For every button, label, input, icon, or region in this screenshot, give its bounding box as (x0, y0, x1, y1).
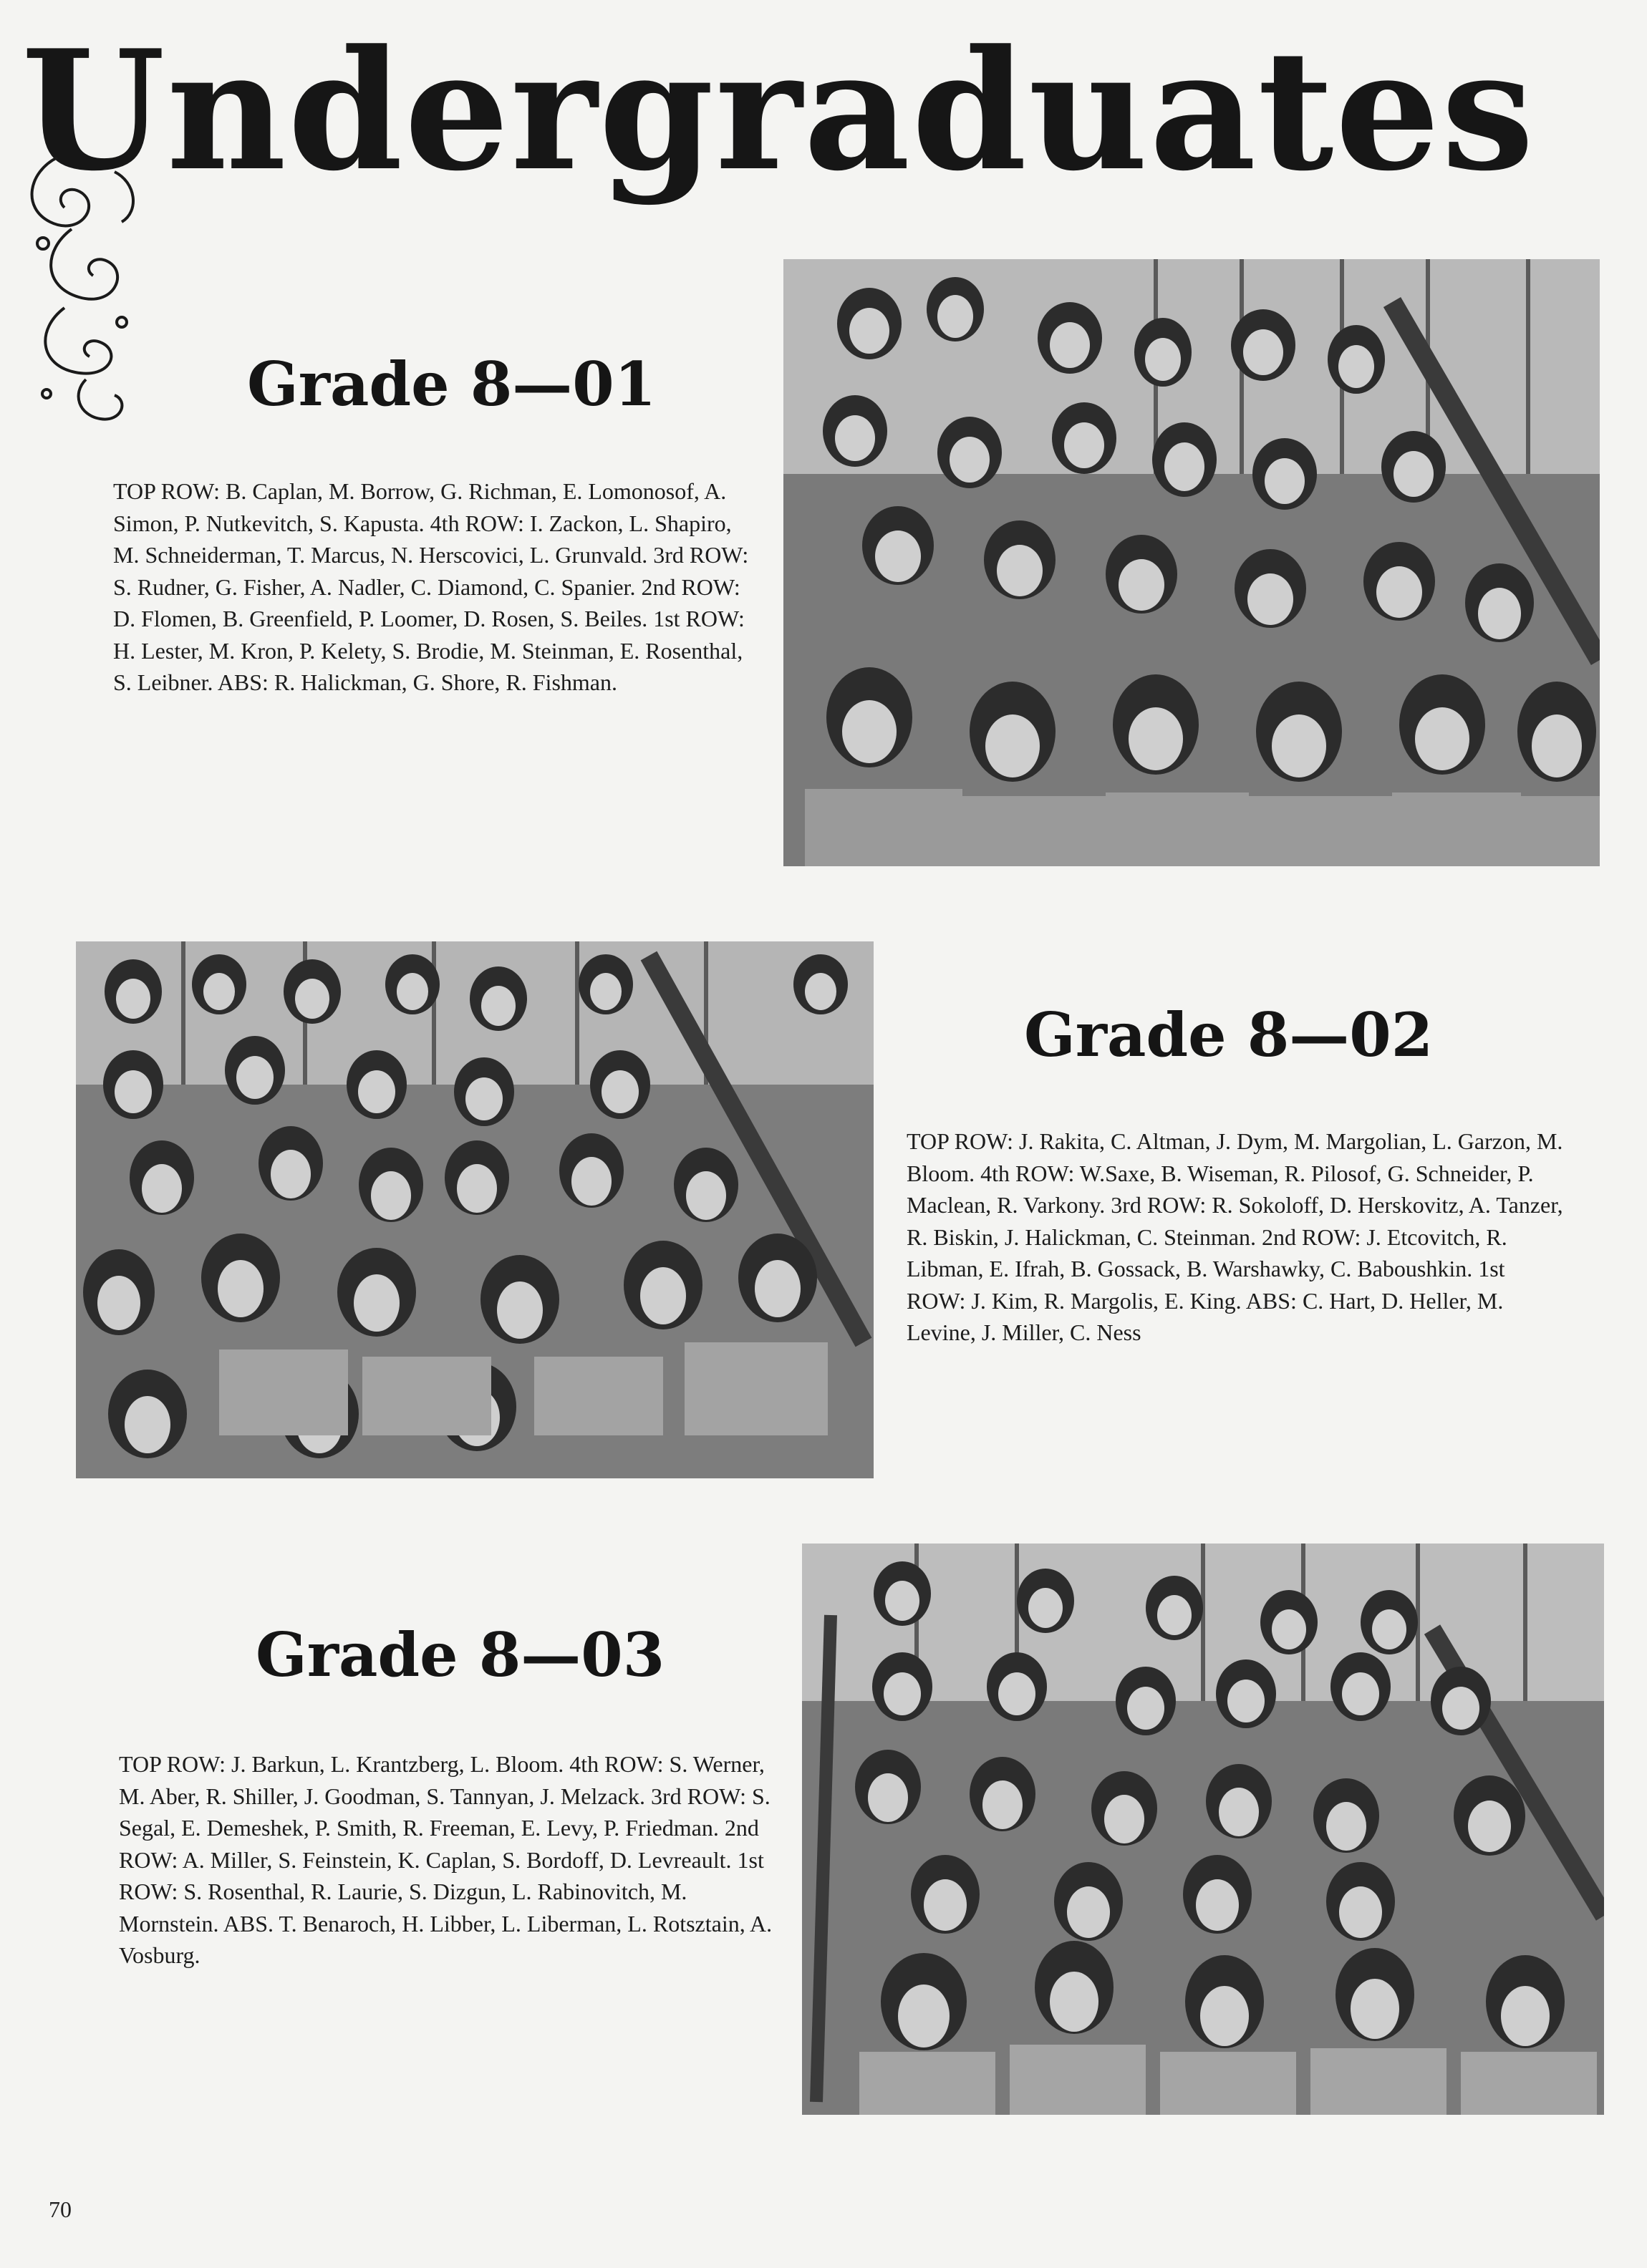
section-caption: TOP ROW: J. Rakita, C. Altman, J. Dym, M. Margolian, L. Garzon, M. Bloom. 4th ROW: W.Saxe, B. Wiseman, R. Pilosof, G. Schneider, P. Maclean, R. Varkony. 3rd ROW: R. Sokoloff, D. Herskovitz, A. Tanzer, R. Biskin, J. Halickman, C. Steinman. 2nd ROW: J. Etcovitch, R. Libman, E. Ifrah, B. Gossack, B. Warshawky, C. Baboushkin. 1st ROW: J. Kim, R. Margolis, E. King. ABS: C. Hart, D. Heller, M. Levine, J. Miller, C. Ness (907, 1128, 1563, 1345)
section-heading: Grade 8—01 (247, 349, 657, 420)
class-photo (783, 259, 1600, 866)
section-heading: Grade 8—02 (1024, 999, 1434, 1070)
section-heading: Grade 8—03 (256, 1619, 665, 1690)
section-caption: TOP ROW: J. Barkun, L. Krantzberg, L. Bloom. 4th ROW: S. Werner, M. Aber, R. Shiller, J. Goodman, S. Tannyan, J. Melzack. 3rd ROW: S. Segal, E. Demeshek, P. Smith, R. Freeman, E. Levy, P. Friedman. 2nd ROW: A. Miller, S. Feinstein, K. Caplan, S. Bordoff, D. Levreault. 1st ROW: S. Rosenthal, R. Laurie, S. Dizgun, L. Rabinovitch, M. Mornstein. ABS. T. Benaroch, H. Libber, L. Liberman, L. Rotsztain, A. Vosburg. (119, 1751, 773, 1968)
class-photo (76, 941, 874, 1478)
page-title: Undergraduates (21, 14, 1536, 208)
page-number: 70 (49, 2196, 72, 2222)
class-photo (802, 1544, 1604, 2115)
decorative-flourish (14, 143, 158, 430)
section-caption: TOP ROW: B. Caplan, M. Borrow, G. Richman, E. Lomonosof, A. Simon, P. Nutkevitch, S. Kapusta. 4th ROW: I. Zackon, L. Shapiro, M. Schneiderman, T. Marcus, N. Herscovici, L. Grunvald. 3rd ROW: S. Rudner, G. Fisher, A. Nadler, C. Diamond, C. Spanier. 2nd ROW: D. Flomen, B. Greenfield, P. Loomer, D. Rosen, S. Beiles. 1st ROW: H. Lester, M. Kron, P. Kelety, S. Brodie, M. Steinman, E. Rosenthal, S. Leibner. ABS: R. Halickman, G. Shore, R. Fishman. (113, 478, 749, 695)
